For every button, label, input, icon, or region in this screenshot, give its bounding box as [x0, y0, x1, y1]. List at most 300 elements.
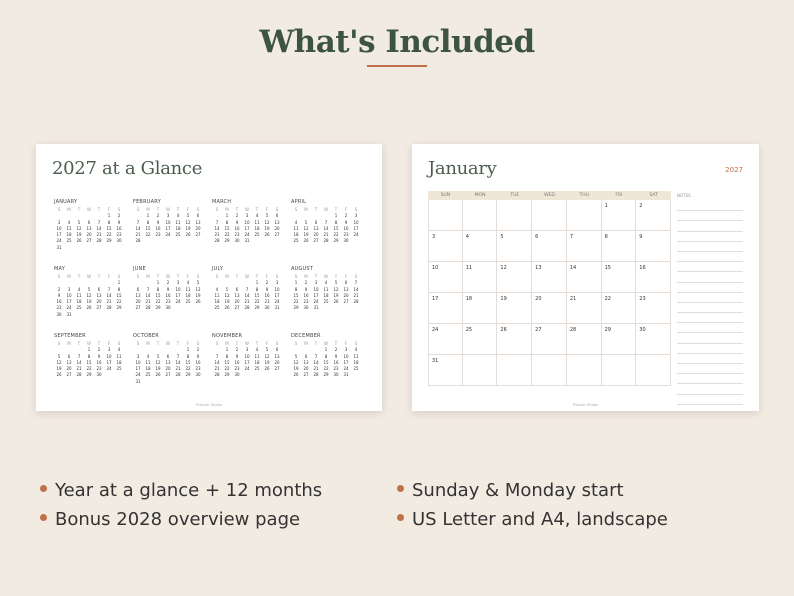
weekday-letter: S	[57, 341, 61, 346]
weekday-letter: S	[275, 341, 279, 346]
day-number: 16	[96, 359, 102, 365]
day-number: 23	[234, 232, 240, 238]
day-number: 19	[224, 299, 230, 305]
day-number: 11	[66, 225, 72, 231]
note-line	[677, 323, 743, 333]
day-number: 5	[77, 219, 81, 225]
day-number: 4	[255, 347, 259, 353]
weekday-letter: F	[107, 341, 111, 346]
day-number: 31	[343, 372, 349, 378]
day-number: 26	[76, 238, 82, 244]
feature-item: US Letter and A4, landscape	[397, 509, 668, 530]
weekday-letter: T	[334, 341, 338, 346]
month-preview-title: January	[428, 158, 497, 179]
day-number: 1	[156, 280, 160, 286]
day-number: 26	[500, 327, 507, 333]
day-cell	[636, 355, 671, 386]
day-number: 15	[106, 225, 112, 231]
weekday-letter: M	[67, 341, 71, 346]
weekday-letter: S	[354, 207, 358, 212]
day-number: 9	[235, 219, 239, 225]
day-number: 25	[175, 232, 181, 238]
day-number: 7	[77, 353, 81, 359]
day-number: 21	[214, 232, 220, 238]
year-preview-footer: Planner Studio	[196, 403, 222, 407]
day-number: 25	[323, 299, 329, 305]
day-number: 2	[57, 286, 61, 292]
day-number: 7	[215, 219, 219, 225]
day-number: 21	[106, 299, 112, 305]
day-number: 27	[234, 305, 240, 311]
day-number: 11	[76, 292, 82, 298]
notes-column	[677, 193, 743, 405]
day-number: 5	[156, 353, 160, 359]
day-number: 27	[165, 372, 171, 378]
day-number: 5	[294, 353, 298, 359]
day-number: 9	[97, 353, 101, 359]
day-number: 6	[87, 219, 91, 225]
day-number: 4	[67, 219, 71, 225]
weekday-letter: F	[344, 341, 348, 346]
day-number: 26	[293, 372, 299, 378]
day-number: 26	[264, 232, 270, 238]
day-number: 2	[235, 213, 239, 219]
day-number: 17	[274, 292, 280, 298]
day-cell	[497, 355, 532, 386]
day-number: 9	[117, 219, 121, 225]
day-number: 8	[117, 286, 121, 292]
day-number: 10	[66, 292, 72, 298]
day-number: 3	[354, 213, 358, 219]
day-number: 17	[56, 232, 62, 238]
day-number: 25	[185, 299, 191, 305]
day-number: 4	[186, 280, 190, 286]
day-number: 14	[244, 292, 250, 298]
mini-month-days	[212, 341, 282, 379]
weekday-letter: T	[77, 274, 81, 279]
day-number: 19	[195, 292, 201, 298]
day-number: 11	[145, 359, 151, 365]
day-number: 12	[293, 359, 299, 365]
day-number: 5	[57, 353, 61, 359]
weekday-letter: M	[304, 341, 308, 346]
weekday-letter: T	[176, 341, 180, 346]
weekday-letter: T	[156, 341, 160, 346]
day-number: 6	[97, 286, 101, 292]
day-number: 15	[224, 225, 230, 231]
day-number: 1	[87, 347, 91, 353]
day-number: 9	[344, 219, 348, 225]
day-number: 1	[117, 280, 121, 286]
day-number: 25	[145, 372, 151, 378]
day-number: 17	[175, 292, 181, 298]
page-heading: What's Included	[259, 24, 535, 60]
day-number: 23	[165, 299, 171, 305]
day-number: 14	[135, 225, 141, 231]
day-number: 12	[224, 292, 230, 298]
day-number: 11	[185, 286, 191, 292]
day-number: 16	[155, 225, 161, 231]
mini-month-november	[212, 333, 282, 379]
day-number: 30	[195, 372, 201, 378]
weekday-letter: S	[215, 341, 219, 346]
day-number: 23	[639, 296, 646, 302]
day-number: 7	[176, 353, 180, 359]
day-number: 14	[313, 359, 319, 365]
day-number: 6	[166, 353, 170, 359]
day-number: 14	[106, 292, 112, 298]
day-number: 29	[224, 372, 230, 378]
day-number: 17	[135, 366, 141, 372]
day-number: 2	[334, 347, 338, 353]
day-number: 8	[87, 353, 91, 359]
day-number: 20	[303, 366, 309, 372]
day-number: 24	[244, 232, 250, 238]
note-line	[677, 211, 743, 221]
day-number: 16	[195, 359, 201, 365]
day-number: 27	[274, 232, 280, 238]
day-number: 17	[343, 359, 349, 365]
day-number: 6	[235, 286, 239, 292]
weekday-letter: F	[186, 341, 190, 346]
day-number: 29	[106, 238, 112, 244]
notes-label: NOTES	[677, 193, 691, 198]
day-number: 23	[234, 366, 240, 372]
day-number: 13	[234, 292, 240, 298]
weekday-letter: S	[117, 207, 121, 212]
day-cell	[463, 200, 498, 231]
day-number: 2	[304, 280, 308, 286]
mini-month-days	[133, 207, 203, 245]
day-number: 25	[66, 238, 72, 244]
note-line	[677, 262, 743, 272]
day-number: 29	[86, 372, 92, 378]
day-number: 22	[155, 299, 161, 305]
day-number: 4	[215, 286, 219, 292]
day-number: 15	[185, 359, 191, 365]
day-number: 13	[313, 225, 319, 231]
day-cell	[567, 324, 602, 355]
note-line	[677, 252, 743, 262]
weekday-letter: T	[314, 207, 318, 212]
day-number: 14	[96, 225, 102, 231]
day-number: 6	[196, 213, 200, 219]
day-number: 10	[175, 286, 181, 292]
day-number: 18	[254, 225, 260, 231]
day-number: 11	[116, 353, 122, 359]
day-number: 21	[135, 232, 141, 238]
day-cell	[567, 262, 602, 293]
mini-month-april	[291, 199, 361, 245]
day-cell	[602, 231, 637, 262]
year-at-a-glance-preview	[36, 144, 382, 411]
day-cell	[602, 324, 637, 355]
weekday-letter: T	[235, 274, 239, 279]
day-number: 15	[86, 359, 92, 365]
weekday-letter: S	[57, 274, 61, 279]
day-number: 9	[334, 353, 338, 359]
day-number: 12	[185, 219, 191, 225]
weekday-letter: S	[136, 274, 140, 279]
weekday-letter: M	[304, 207, 308, 212]
mini-month-august	[291, 266, 361, 312]
day-number: 24	[106, 366, 112, 372]
weekday-letter: W	[87, 341, 91, 346]
day-number: 25	[214, 305, 220, 311]
weekday-letter: S	[136, 207, 140, 212]
day-number: 28	[145, 305, 151, 311]
day-number: 25	[293, 238, 299, 244]
weekday-letter: W	[324, 274, 328, 279]
mini-month-days	[133, 274, 203, 312]
day-number: 10	[274, 286, 280, 292]
monthly-page-preview	[412, 144, 759, 411]
day-number: 28	[76, 372, 82, 378]
weekday-letter: S	[294, 207, 298, 212]
day-number: 22	[116, 299, 122, 305]
day-number: 5	[196, 280, 200, 286]
weekday-header: FRI	[602, 191, 637, 200]
day-number: 5	[265, 347, 269, 353]
day-number: 20	[535, 296, 542, 302]
day-number: 13	[165, 359, 171, 365]
weekday-letter: W	[166, 207, 170, 212]
day-number: 15	[323, 359, 329, 365]
mini-month-name: FEBRUARY	[133, 199, 161, 205]
weekday-letter: T	[97, 274, 101, 279]
day-cell	[532, 355, 567, 386]
day-number: 31	[56, 244, 62, 250]
day-number: 25	[116, 366, 122, 372]
day-number: 29	[604, 327, 611, 333]
weekday-letter: S	[196, 274, 200, 279]
day-number: 1	[107, 213, 111, 219]
note-line	[677, 384, 743, 394]
day-number: 3	[275, 280, 279, 286]
day-number: 20	[165, 366, 171, 372]
note-line	[677, 272, 743, 282]
day-number: 6	[275, 213, 279, 219]
day-number: 1	[604, 203, 608, 209]
day-number: 20	[195, 225, 201, 231]
day-cell	[602, 262, 637, 293]
heading-underline	[367, 65, 427, 67]
mini-month-name: MARCH	[212, 199, 232, 205]
weekday-letter: M	[304, 274, 308, 279]
weekday-letter: S	[294, 341, 298, 346]
note-line	[677, 354, 743, 364]
mini-month-name: APRIL	[291, 199, 307, 205]
day-number: 27	[303, 372, 309, 378]
day-number: 9	[166, 286, 170, 292]
day-number: 26	[155, 372, 161, 378]
mini-month-days	[133, 341, 203, 385]
day-number: 3	[245, 347, 249, 353]
day-number: 28	[175, 372, 181, 378]
day-number: 3	[245, 213, 249, 219]
day-number: 10	[432, 265, 439, 271]
day-cell	[428, 231, 463, 262]
day-number: 26	[86, 305, 92, 311]
day-number: 14	[214, 359, 220, 365]
day-number: 20	[313, 232, 319, 238]
day-number: 6	[314, 219, 318, 225]
day-number: 5	[334, 280, 338, 286]
day-number: 19	[264, 359, 270, 365]
day-number: 30	[264, 305, 270, 311]
day-number: 10	[135, 359, 141, 365]
day-number: 13	[274, 353, 280, 359]
mini-month-days	[54, 274, 124, 318]
day-number: 2	[156, 213, 160, 219]
day-number: 21	[214, 366, 220, 372]
day-number: 21	[175, 366, 181, 372]
day-number: 30	[303, 305, 309, 311]
day-number: 9	[235, 353, 239, 359]
day-cell	[532, 324, 567, 355]
mini-month-days	[54, 207, 124, 251]
day-number: 19	[155, 366, 161, 372]
note-line	[677, 201, 743, 211]
day-number: 25	[76, 305, 82, 311]
day-number: 6	[344, 280, 348, 286]
day-number: 9	[265, 286, 269, 292]
day-number: 11	[214, 292, 220, 298]
weekday-letter: T	[255, 341, 259, 346]
year-preview-title: 2027 at a Glance	[52, 158, 203, 179]
day-cell	[428, 324, 463, 355]
mini-month-name: MAY	[54, 266, 66, 272]
day-number: 28	[214, 372, 220, 378]
day-number: 15	[254, 292, 260, 298]
feature-item: Year at a glance + 12 months	[40, 480, 322, 501]
day-number: 26	[264, 366, 270, 372]
day-number: 17	[244, 359, 250, 365]
day-number: 2	[166, 280, 170, 286]
day-number: 6	[136, 286, 140, 292]
day-number: 10	[313, 286, 319, 292]
note-line	[677, 242, 743, 252]
weekday-letter: T	[334, 207, 338, 212]
day-number: 30	[96, 372, 102, 378]
day-number: 4	[294, 219, 298, 225]
day-number: 28	[313, 372, 319, 378]
day-number: 7	[136, 219, 140, 225]
weekday-letter: S	[294, 274, 298, 279]
day-number: 21	[96, 232, 102, 238]
day-number: 22	[185, 366, 191, 372]
day-number: 16	[303, 292, 309, 298]
weekday-letter: T	[255, 207, 259, 212]
day-number: 4	[255, 213, 259, 219]
day-number: 29	[254, 305, 260, 311]
day-number: 23	[155, 232, 161, 238]
weekday-letter: W	[87, 274, 91, 279]
mini-month-name: JANUARY	[54, 199, 78, 205]
day-number: 8	[225, 353, 229, 359]
note-line	[677, 374, 743, 384]
day-number: 30	[56, 311, 62, 317]
day-number: 3	[344, 347, 348, 353]
note-line	[677, 293, 743, 303]
day-cell	[602, 293, 637, 324]
weekday-letter: S	[215, 274, 219, 279]
day-number: 2	[196, 347, 200, 353]
day-number: 10	[353, 219, 359, 225]
day-number: 18	[254, 359, 260, 365]
day-number: 27	[135, 305, 141, 311]
day-cell	[532, 200, 567, 231]
day-number: 12	[86, 292, 92, 298]
day-number: 20	[86, 232, 92, 238]
day-number: 30	[333, 372, 339, 378]
day-number: 16	[333, 359, 339, 365]
mini-month-days	[291, 207, 361, 245]
day-number: 3	[314, 280, 318, 286]
mini-month-name: SEPTEMBER	[54, 333, 86, 339]
day-number: 5	[225, 286, 229, 292]
day-number: 12	[155, 359, 161, 365]
day-number: 18	[185, 292, 191, 298]
day-number: 4	[117, 347, 121, 353]
day-number: 14	[76, 359, 82, 365]
day-number: 9	[304, 286, 308, 292]
weekday-letter: M	[67, 274, 71, 279]
day-cell	[497, 293, 532, 324]
weekday-letter: W	[245, 341, 249, 346]
day-number: 26	[56, 372, 62, 378]
day-number: 13	[303, 359, 309, 365]
day-cell	[532, 262, 567, 293]
day-cell	[636, 293, 671, 324]
day-number: 21	[145, 299, 151, 305]
day-number: 19	[500, 296, 507, 302]
weekday-letter: T	[314, 274, 318, 279]
weekday-letter: F	[265, 341, 269, 346]
weekday-letter: S	[196, 341, 200, 346]
day-number: 2	[235, 347, 239, 353]
day-number: 1	[255, 280, 259, 286]
day-number: 2	[97, 347, 101, 353]
day-number: 19	[303, 232, 309, 238]
day-number: 10	[165, 219, 171, 225]
weekday-letter: T	[97, 341, 101, 346]
day-number: 6	[535, 234, 539, 240]
day-number: 31	[244, 238, 250, 244]
day-number: 20	[274, 225, 280, 231]
note-line	[677, 221, 743, 231]
day-cell	[428, 200, 463, 231]
day-number: 9	[639, 234, 643, 240]
day-number: 21	[76, 366, 82, 372]
day-number: 1	[225, 213, 229, 219]
day-number: 11	[293, 225, 299, 231]
day-number: 8	[225, 219, 229, 225]
day-number: 6	[275, 347, 279, 353]
day-cell	[428, 262, 463, 293]
day-number: 30	[234, 238, 240, 244]
weekday-header: THU	[567, 191, 602, 200]
day-number: 1	[294, 280, 298, 286]
day-number: 13	[135, 292, 141, 298]
day-number: 19	[264, 225, 270, 231]
day-number: 25	[254, 232, 260, 238]
weekday-letter: W	[245, 274, 249, 279]
day-cell	[602, 355, 637, 386]
note-line	[677, 333, 743, 343]
day-number: 7	[97, 219, 101, 225]
weekday-letter: F	[344, 207, 348, 212]
